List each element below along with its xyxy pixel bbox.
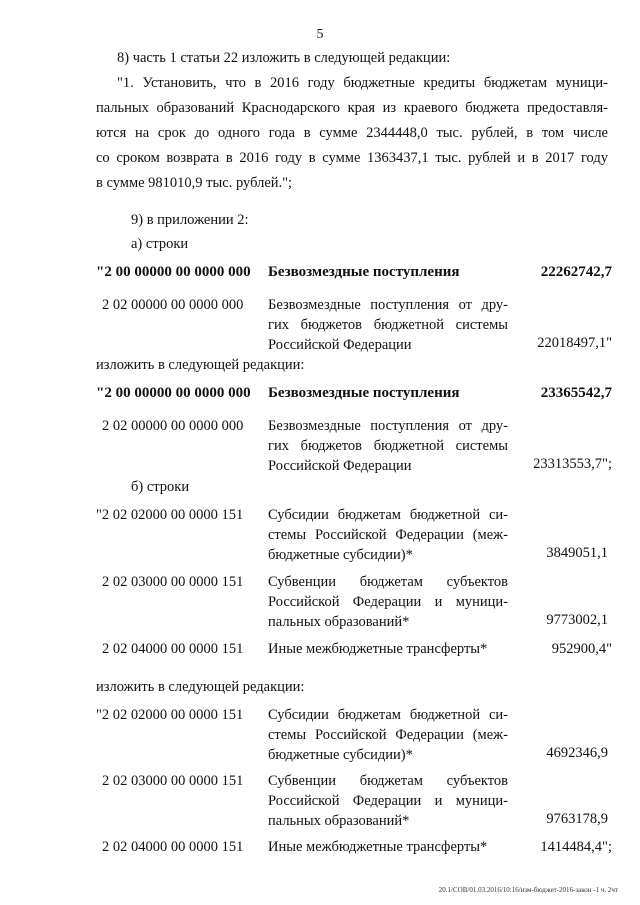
budget-code: 2 02 00000 00 0000 000 [102,297,244,313]
budget-item-name: Безвозмездные поступления от дру- гих бюджетов бюджетной системы Российской Федерации [268,297,508,353]
budget-code: 2 02 03000 00 0000 151 [102,773,244,789]
quote-line: со сроком возврата в 2016 году в сумме 1363437,1 тыс. рублей и в 2017 году [96,150,608,166]
budget-code: 2 02 04000 00 0000 151 [102,641,244,657]
replacement-instruction: изложить в следующей редакции: [96,679,305,695]
budget-code: 2 02 03000 00 0000 151 [102,574,244,590]
budget-amount: 9773002,1 [546,612,608,628]
table-row [96,572,612,642]
paragraph-item-8: 8) часть 1 статьи 22 изложить в следующей редакции: [117,50,451,66]
quoted-amendment-text [96,71,608,196]
table-row [96,383,612,407]
document-footer-reference: 20.1/СОВ/01.03.2016/10:16/изм-бюджет-2016-закон -1 ч. 2чт [438,886,618,894]
table-row [96,505,612,575]
budget-item-name: Безвозмездные поступления от дру- гих бюджетов бюджетной системы Российской Федерации [268,418,508,474]
budget-amount: 23313553,7"; [533,456,612,472]
replacement-instruction: изложить в следующей редакции: [96,357,305,373]
budget-item-name: Безвозмездные поступления [268,264,460,280]
budget-code: "2 02 02000 00 0000 151 [96,507,244,523]
budget-amount: 23365542,7 [540,385,612,401]
quote-line: пальных образований Краснодарского края из краевого бюджета предоставля- [96,100,608,116]
paragraph-item-9: 9) в приложении 2: [131,212,249,228]
budget-code: 2 02 04000 00 0000 151 [102,839,244,855]
quote-line: ются на срок до одного года в сумме 2344448,0 тыс. рублей, в том числе [96,125,608,141]
budget-item-name: Иные межбюджетные трансферты* [268,839,488,855]
budget-code: "2 00 00000 00 0000 000 [96,264,251,280]
table-row [96,837,612,861]
budget-amount: 3849051,1 [546,545,608,561]
table-row [96,262,612,286]
table-row [96,705,612,775]
budget-item-name: Субвенции бюджетам субъектов Российской Федерации и муници- пальных образований* [268,773,508,829]
quote-line: в сумме 981010,9 тыс. рублей."; [96,175,293,191]
subitem-b-label: б) строки [131,479,190,495]
quote-line: "1. Установить, что в 2016 году бюджетные кредиты бюджетам муници- [117,75,608,91]
budget-code: "2 00 00000 00 0000 000 [96,385,251,401]
budget-amount: 22262742,7 [540,264,612,280]
subitem-a-label: а) строки [131,236,189,252]
budget-amount: 9763178,9 [546,811,608,827]
budget-item-name: Безвозмездные поступления [268,385,460,401]
budget-amount: 1414484,4"; [540,839,612,855]
budget-amount: 22018497,1" [537,335,612,351]
budget-item-name: Субсидии бюджетам бюджетной си- стемы Российской Федерации (меж- бюджетные субсидии)* [268,707,508,763]
budget-item-name: Субсидии бюджетам бюджетной си- стемы Российской Федерации (меж- бюджетные субсидии)* [268,507,508,563]
budget-item-name: Субвенции бюджетам субъектов Российской Федерации и муници- пальных образований* [268,574,508,630]
budget-code: 2 02 00000 00 0000 000 [102,418,244,434]
budget-code: "2 02 02000 00 0000 151 [96,707,244,723]
budget-amount: 952900,4" [551,641,612,657]
table-row [96,639,612,663]
table-row [96,771,612,841]
page-number: 5 [316,27,324,42]
budget-amount: 4692346,9 [546,745,608,761]
budget-item-name: Иные межбюджетные трансферты* [268,641,488,657]
